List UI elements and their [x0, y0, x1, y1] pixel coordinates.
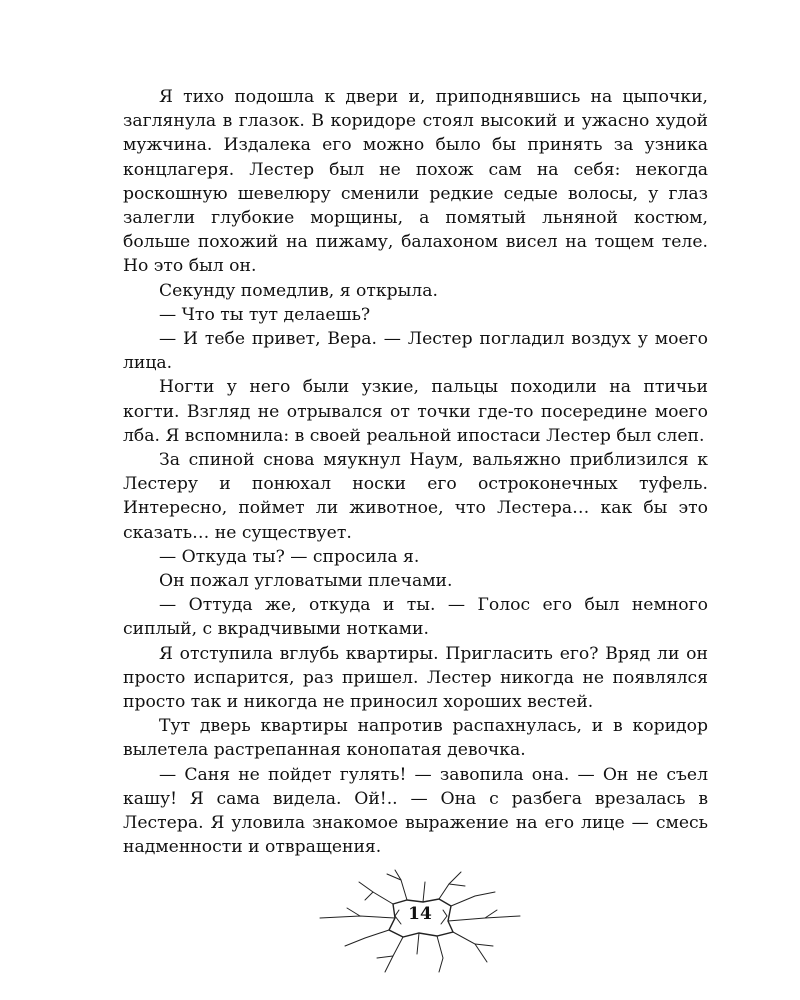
paragraph: Тут дверь квартиры напротив распахнулась, и в коридор вылетела растрепанная конопатая девочка.	[123, 716, 708, 761]
paragraph: — И тебе привет, Вера. — Лестер погладил воздух у моего лица.	[123, 329, 708, 374]
paragraph: Я отступила вглубь квартиры. Пригласить его? Вряд ли он просто испарится, раз пришел. Лестер никогда не появлялся просто так и никогда не приносил хороших вестей.	[123, 643, 708, 713]
paragraph: Я тихо подошла к двери и, приподнявшись на цыпочки, заглянула в глазок. В коридоре стоял высокий и ужасно худой мужчина. Издалека его можно было бы принять за узника концлагеря. Лестер был не похож сам на себя: некогда роскошную шевелюру сменили редкие седые волосы, у глаз залегли глубокие морщины, а помятый льняной костюм, больше похожий на пижаму, балахоном висел на тощем теле. Но это был он.	[123, 87, 708, 277]
page-number: 14	[408, 904, 432, 924]
page-footer	[315, 866, 525, 976]
book-page-text	[123, 85, 708, 860]
paragraph: Он пожал угловатыми плечами.	[159, 571, 453, 592]
paragraph: — Откуда ты? — спросила я.	[159, 546, 420, 567]
paragraph: — Оттуда же, откуда и ты. — Голос его был немного сиплый, с вкрадчивыми нотками.	[123, 595, 708, 640]
paragraph: Ногти у него были узкие, пальцы походили на птичьи когти. Взгляд не отрывался от точки где-то посередине моего лба. Я вспомнила: в своей реальной ипостаси Лестер был слеп.	[123, 377, 708, 446]
paragraph: — Что ты тут делаешь?	[159, 304, 371, 325]
paragraph: Секунду помедлив, я открыла.	[159, 280, 438, 301]
paragraph: — Саня не пойдет гулять! — завопила она. — Он не съел кашу! Я сама видела. Ой!.. — Она с разбега врезалась в Лестера. Я уловила знакомое выражение на его лице — смесь надменности и отвращения.	[123, 764, 708, 858]
paragraph: За спиной снова мяукнул Наум, вальяжно приблизился к Лестеру и понюхал носки его остроконечных туфель. Интересно, поймет ли животное, что Лестера… как бы это сказать… не существует.	[123, 450, 708, 543]
